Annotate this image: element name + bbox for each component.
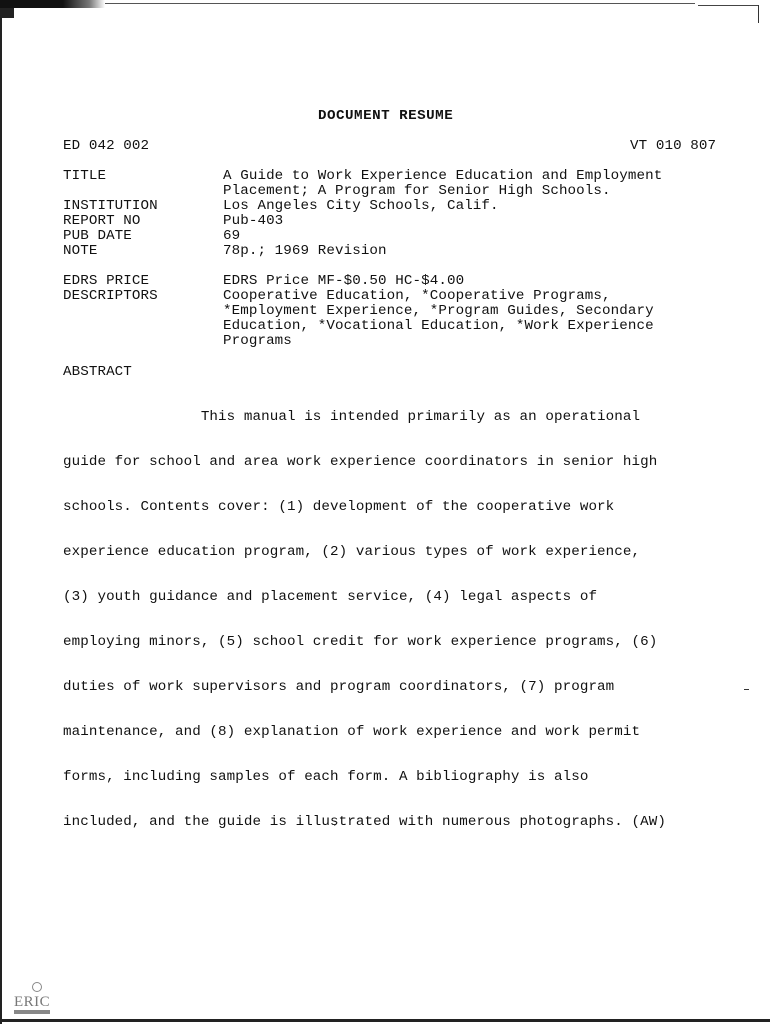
abstract-line: employing minors, (5) school credit for work experience programs, (6) (63, 634, 658, 650)
abstract-line: guide for school and area work experience coordinators in senior high (63, 454, 658, 470)
field-label-report-no: REPORT NO (63, 213, 141, 229)
scan-speck (744, 689, 749, 690)
vt-number: VT 010 807 (630, 138, 717, 154)
scan-artifact-top-line (105, 3, 695, 4)
abstract-label: ABSTRACT (63, 364, 132, 380)
document-heading: DOCUMENT RESUME (318, 108, 454, 124)
field-value-title-line: Placement; A Program for Senior High Schools. (223, 183, 611, 199)
field-value-note: 78p.; 1969 Revision (223, 243, 387, 259)
field-value-report-no: Pub-403 (223, 213, 284, 229)
scan-artifact-corner (0, 8, 14, 18)
field-value-descriptors-line: Education, *Vocational Education, *Work Experience (223, 318, 654, 334)
abstract-line: This manual is intended primarily as an operational (63, 409, 641, 425)
field-value-title-line: A Guide to Work Experience Education and Employment (223, 168, 663, 184)
abstract-line: included, and the guide is illustrated with numerous photographs. (AW) (63, 814, 666, 830)
eric-logo-text: ERIC (14, 994, 51, 1010)
field-value-descriptors-line: *Employment Experience, *Program Guides, Secondary (223, 303, 654, 319)
field-value-pub-date: 69 (223, 228, 241, 244)
scan-artifact-top-right-line (698, 5, 758, 6)
abstract-line: duties of work supervisors and program coordinators, (7) program (63, 679, 615, 695)
abstract-line: experience education program, (2) various types of work experience, (63, 544, 641, 560)
abstract-line: forms, including samples of each form. A bibliography is also (63, 769, 589, 785)
field-label-institution: INSTITUTION (63, 198, 158, 214)
eric-logo-bar (14, 1010, 50, 1014)
abstract-line: (3) youth guidance and placement service, (4) legal aspects of (63, 589, 598, 605)
abstract-line: maintenance, and (8) explanation of work experience and work permit (63, 724, 641, 740)
abstract-line: schools. Contents cover: (1) development of the cooperative work (63, 499, 615, 515)
abstract-body (63, 380, 666, 860)
field-value-edrs-price: EDRS Price MF-$0.50 HC-$4.00 (223, 273, 465, 289)
scan-artifact-right-line (758, 5, 759, 23)
scan-artifact-top-left (0, 0, 105, 8)
field-label-edrs-price: EDRS PRICE (63, 273, 150, 289)
field-label-descriptors: DESCRIPTORS (63, 288, 158, 304)
field-value-descriptors-line: Programs (223, 333, 292, 349)
field-label-title: TITLE (63, 168, 107, 184)
field-label-note: NOTE (63, 243, 98, 259)
eric-logo-mark-icon (32, 982, 42, 992)
scan-edge-left (0, 0, 2, 1024)
scan-edge-bottom (0, 1019, 770, 1022)
ed-number: ED 042 002 (63, 138, 150, 154)
field-value-descriptors-line: Cooperative Education, *Cooperative Programs, (223, 288, 611, 304)
field-value-institution: Los Angeles City Schools, Calif. (223, 198, 499, 214)
field-label-pub-date: PUB DATE (63, 228, 132, 244)
